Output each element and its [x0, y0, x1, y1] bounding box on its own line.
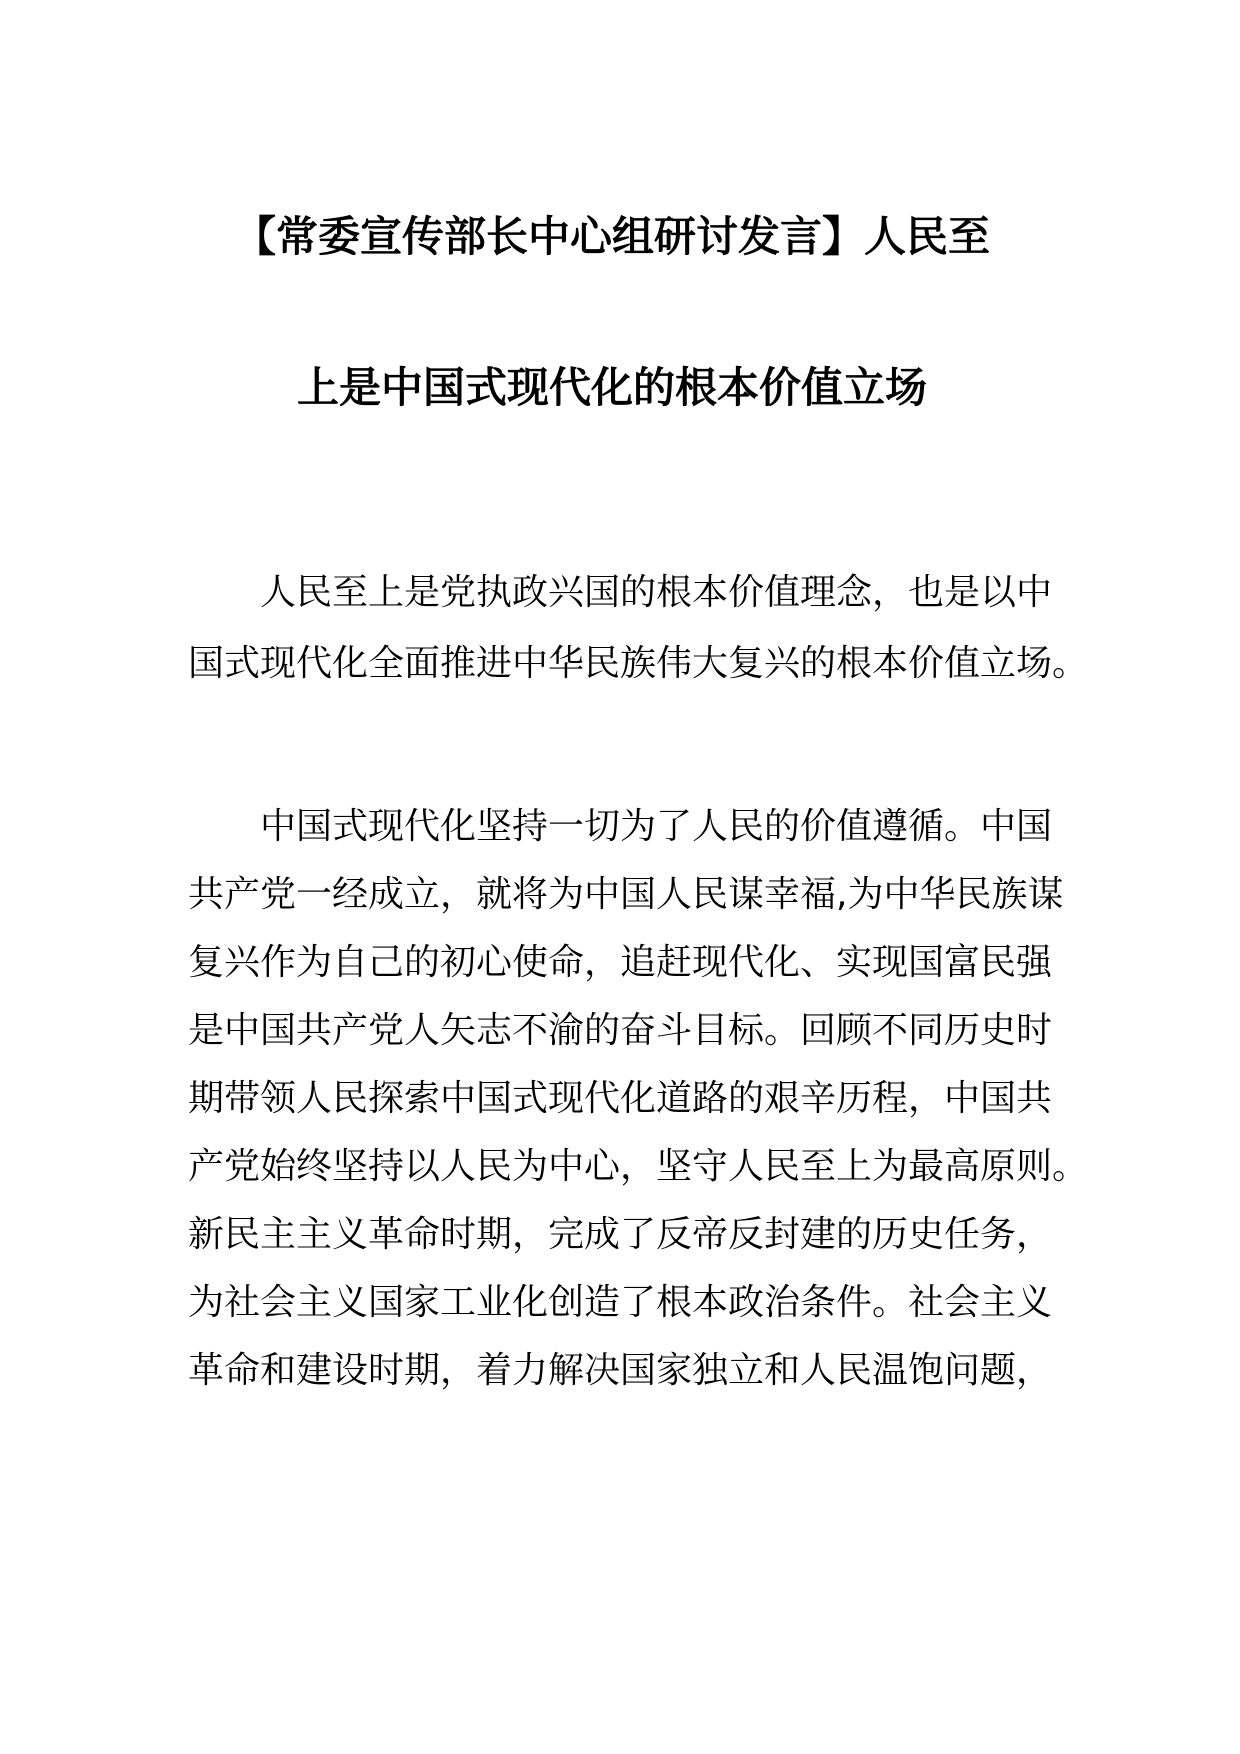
paragraph-2-line-9: 革命和建设时期，着力解决国家独立和人民温饱问题，: [188, 1350, 1053, 1391]
paragraph-2-line-7: 新民主主义革命时期，完成了反帝反封建的历史任务，: [188, 1214, 1053, 1255]
paragraph-1-line-2: 国式现代化全面推进中华民族伟大复兴的根本价值立场。: [188, 643, 1089, 684]
document-title-line-1: 【常委宣传部长中心组研讨发言】人民至: [233, 212, 990, 261]
paragraph-2-line-3: 复兴作为自己的初心使命，追赶现代化、实现国富民强: [188, 942, 1053, 983]
paragraph-2-line-8: 为社会主义国家工业化创造了根本政治条件。社会主义: [188, 1282, 1053, 1323]
document-title-line-2: 上是中国式现代化的根本价值立场: [296, 363, 927, 412]
paragraph-2-line-2: 共产党一经成立，就将为中国人民谋幸福,为中华民族谋: [188, 874, 1064, 915]
paragraph-2-line-1: 中国式现代化坚持一切为了人民的价值遵循。中国: [260, 806, 1053, 847]
paragraph-2-line-5: 期带领人民探索中国式现代化道路的艰辛历程，中国共: [188, 1078, 1053, 1119]
paragraph-2-line-4: 是中国共产党人矢志不渝的奋斗目标。回顾不同历史时: [188, 1010, 1053, 1051]
paragraph-2-line-6: 产党始终坚持以人民为中心，坚守人民至上为最高原则。: [188, 1146, 1089, 1187]
paragraph-1-line-1: 人民至上是党执政兴国的根本价值理念，也是以中: [260, 572, 1053, 613]
